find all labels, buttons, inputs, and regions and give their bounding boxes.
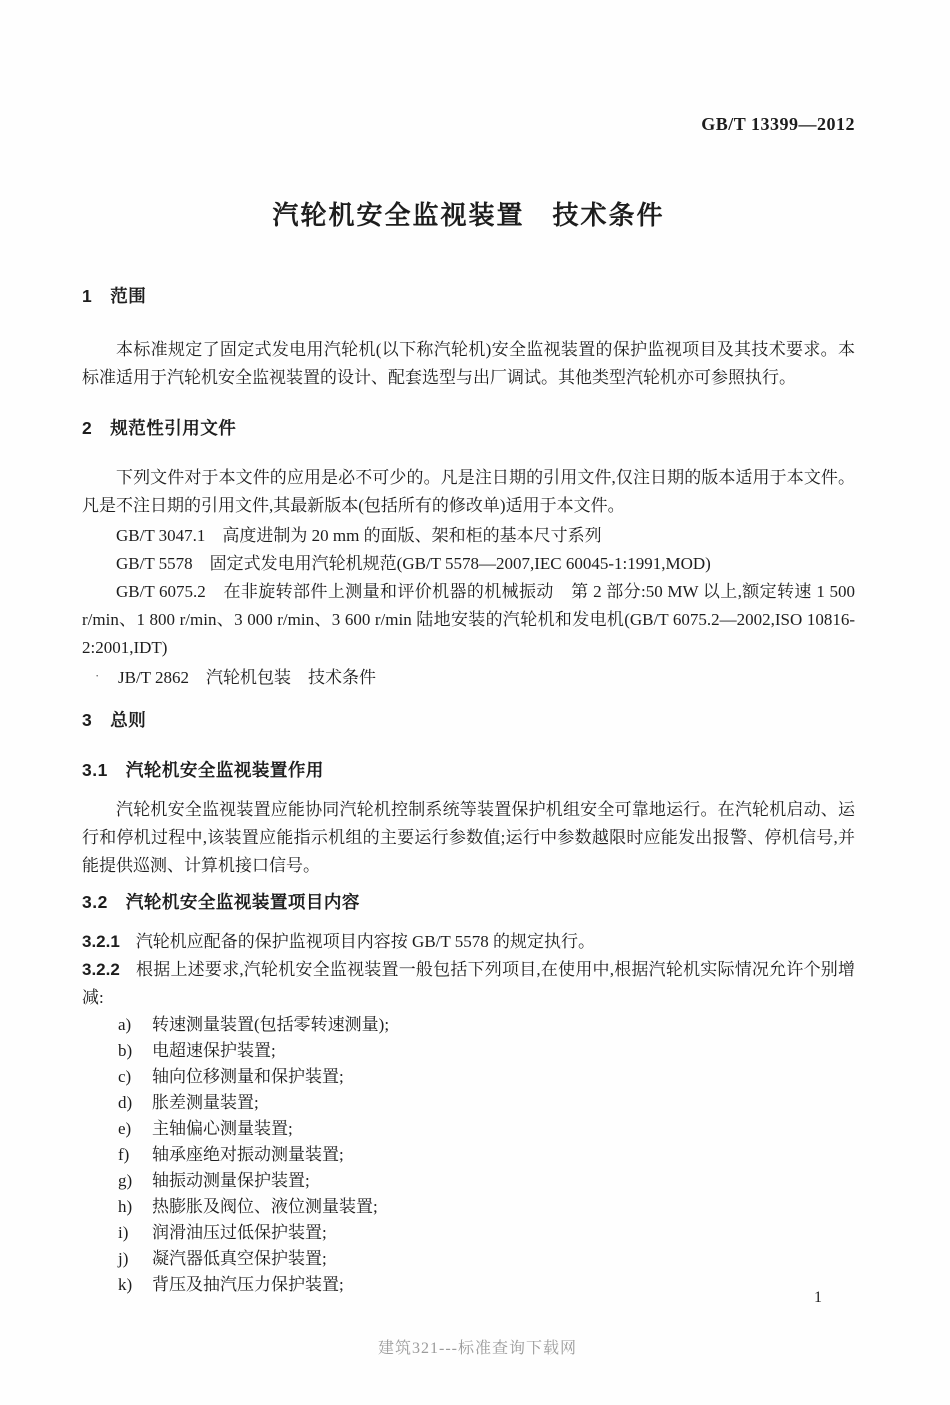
list-item [82,1220,855,1246]
clause-3-2-2-text: 根据上述要求,汽轮机安全监视装置一般包括下列项目,在使用中,根据汽轮机实际情况允许个别增减: [82,960,855,1007]
list-item-label: g) [118,1171,133,1190]
list-item-label: f) [118,1145,130,1164]
section-3-2-number: 3.2 [82,892,108,912]
list-item-label: a) [118,1015,132,1034]
section-3-2-title: 汽轮机安全监视装置项目内容 [125,892,360,912]
list-item [82,1038,855,1064]
section-3-1-heading [82,758,855,782]
section-2-title: 规范性引用文件 [110,418,237,438]
reference-item-text: JB/T 2862 汽轮机包装 技术条件 [118,668,377,687]
list-item-text: 凝汽器低真空保护装置; [152,1249,327,1268]
clause-3-2-1-number: 3.2.1 [82,932,120,951]
list-item-text: 电超速保护装置; [152,1041,276,1060]
list-item [82,1116,855,1142]
list-item-text: 转速测量装置(包括零转速测量); [152,1015,390,1034]
list-item-label: j) [118,1249,129,1268]
section-1-paragraph: 本标准规定了固定式发电用汽轮机(以下称汽轮机)安全监视装置的保护监视项目及其技术要求。本标准适用于汽轮机安全监视装置的设计、配套选型与出厂调试。其他类型汽轮机亦可参照执行。 [82,340,855,387]
scan-artifact-dot: · [95,668,100,683]
list-item [82,1142,855,1168]
list-item [82,1272,855,1298]
watermark-text: 建筑321---标准查询下载网 [378,1340,577,1357]
clause-3-2-2-number: 3.2.2 [82,960,120,979]
section-2-paragraph: 下列文件对于本文件的应用是必不可少的。凡是注日期的引用文件,仅注日期的版本适用于本文件。凡是不注日期的引用文件,其最新版本(包括所有的修改单)适用于本文件。 [82,468,855,515]
list-item-label: c) [118,1067,132,1086]
section-3-title: 总则 [110,710,147,730]
monitoring-items-list [82,1012,855,1298]
list-item-text: 热膨胀及阀位、液位测量装置; [152,1197,378,1216]
reference-item [82,662,855,692]
list-item-label: i) [118,1223,129,1242]
section-1-title: 范围 [110,286,147,306]
list-item [82,1168,855,1194]
list-item [82,1012,855,1038]
section-3-2-heading [82,890,855,914]
reference-item: GB/T 6075.2 在非旋转部件上测量和评价机器的机械振动 第 2 部分:50 MW 以上,额定转速 1 500 r/min、1 800 r/min、3 000 r/min、3 600 r/min 陆地安装的汽轮机和发电机(GB/T 6075.2—2002,ISO 10816-2:2001,IDT) [82,582,855,657]
standard-code: GB/T 13399—2012 [701,114,855,134]
list-item-text: 背压及抽汽压力保护装置; [152,1275,344,1294]
clause-3-2-1-text: 汽轮机应配备的保护监视项目内容按 GB/T 5578 的规定执行。 [135,932,595,951]
list-item [82,1246,855,1272]
list-item-label: b) [118,1041,133,1060]
list-item-text: 轴振动测量保护装置; [152,1171,310,1190]
list-item-text: 轴承座绝对振动测量装置; [152,1145,344,1164]
list-item [82,1090,855,1116]
list-item-label: d) [118,1093,133,1112]
document-title: 汽轮机安全监视装置 技术条件 [272,200,665,230]
list-item-text: 胀差测量装置; [152,1093,259,1112]
clause-3-2-1 [82,928,855,956]
section-3-heading [82,708,855,732]
section-2-number: 2 [82,418,93,438]
reference-item: GB/T 5578 固定式发电用汽轮机规范(GB/T 5578—2007,IEC 60045-1:1991,MOD) [116,554,711,573]
section-3-1-title: 汽轮机安全监视装置作用 [125,760,324,780]
section-3-number: 3 [82,710,93,730]
section-3-1-number: 3.1 [82,760,108,780]
list-item-label: k) [118,1275,133,1294]
section-2-heading [82,416,855,440]
section-1-number: 1 [82,286,93,306]
list-item-label: e) [118,1119,132,1138]
section-1-heading [82,284,855,308]
list-item [82,1064,855,1090]
section-3-1-paragraph: 汽轮机安全监视装置应能协同汽轮机控制系统等装置保护机组安全可靠地运行。在汽轮机启动、运行和停机过程中,该装置应能指示机组的主要运行参数值;运行中参数越限时应能发出报警、停机信号,并能提供巡测、计算机接口信号。 [82,800,855,875]
list-item-text: 润滑油压过低保护装置; [152,1223,327,1242]
list-item-text: 轴向位移测量和保护装置; [152,1067,344,1086]
page-number: 1 [814,1289,822,1306]
list-item [82,1194,855,1220]
clause-3-2-2 [82,956,855,1012]
reference-item: GB/T 3047.1 高度进制为 20 mm 的面版、架和柜的基本尺寸系列 [116,526,602,545]
list-item-text: 主轴偏心测量装置; [152,1119,293,1138]
list-item-label: h) [118,1197,133,1216]
normative-references-list [82,522,855,692]
